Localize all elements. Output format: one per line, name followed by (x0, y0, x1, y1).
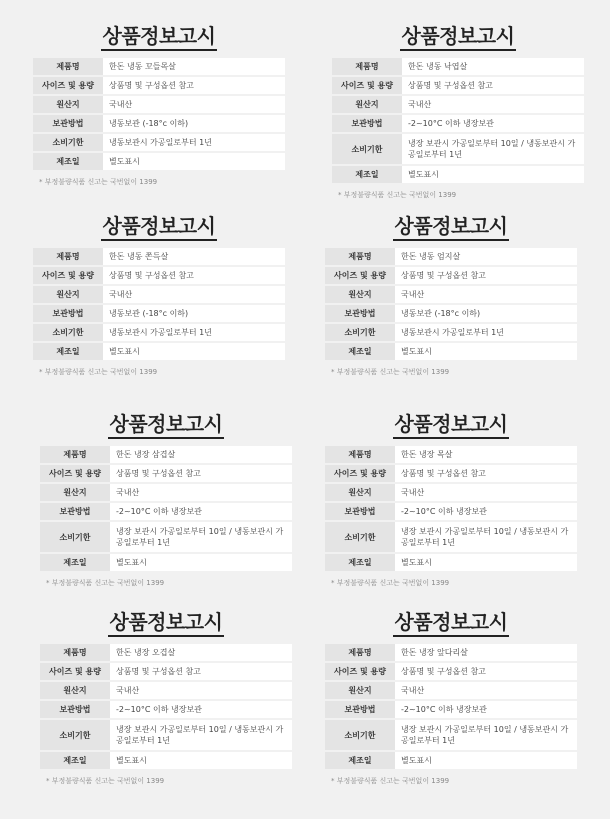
table-row (33, 115, 285, 132)
row-value: 상품명 및 구성옵션 참고 (395, 465, 577, 482)
card-title: 상품정보고시 (325, 212, 577, 240)
card-title: 상품정보고시 (325, 608, 577, 636)
row-label: 사이즈 및 용량 (325, 267, 395, 284)
table-row (33, 58, 285, 75)
product-info-card (40, 608, 292, 786)
row-value: 냉장 보관시 가공일로부터 10일 / 냉동보관시 가공일로부터 1년 (110, 720, 292, 750)
report-note: * 부정불량식품 신고는 국번없이 1399 (39, 178, 158, 186)
row-label: 제조일 (325, 554, 395, 571)
info-table (33, 56, 285, 172)
row-label: 제품명 (332, 58, 402, 75)
product-info-card (325, 608, 577, 786)
row-value: 상품명 및 구성옵션 참고 (395, 663, 577, 680)
table-row (40, 446, 292, 463)
table-row (40, 701, 292, 718)
row-label: 원산지 (40, 682, 110, 699)
row-label: 제품명 (40, 446, 110, 463)
row-label: 보관방법 (325, 503, 395, 520)
row-value: 냉동보관 (-18°c 이하) (103, 305, 285, 322)
row-value: 한돈 냉동 꼬들목살 (103, 58, 285, 75)
table-row (40, 465, 292, 482)
row-label: 소비기한 (40, 522, 110, 552)
row-label: 제품명 (33, 248, 103, 265)
row-value: 한돈 냉장 삼겹살 (110, 446, 292, 463)
row-value: 국내산 (395, 484, 577, 501)
table-row (40, 752, 292, 769)
report-note: * 부정불량식품 신고는 국번없이 1399 (331, 579, 450, 587)
table-row (325, 324, 577, 341)
row-value: 상품명 및 구성옵션 참고 (103, 267, 285, 284)
table-row (33, 343, 285, 360)
row-label: 제조일 (325, 752, 395, 769)
card-title: 상품정보고시 (325, 410, 577, 438)
row-label: 제품명 (325, 248, 395, 265)
row-value: -2~10°C 이하 냉장보관 (395, 701, 577, 718)
row-label: 제조일 (40, 752, 110, 769)
row-value: 별도표시 (110, 752, 292, 769)
row-label: 제조일 (325, 343, 395, 360)
table-row (33, 305, 285, 322)
row-value: 국내산 (110, 682, 292, 699)
table-row (40, 554, 292, 571)
table-row (325, 343, 577, 360)
row-label: 원산지 (33, 96, 103, 113)
row-value: 한돈 냉동 낙엽살 (402, 58, 584, 75)
row-value: 상품명 및 구성옵션 참고 (395, 267, 577, 284)
row-value: 냉장 보관시 가공일로부터 10일 / 냉동보관시 가공일로부터 1년 (110, 522, 292, 552)
row-label: 제조일 (40, 554, 110, 571)
row-label: 제조일 (332, 166, 402, 183)
table-row (33, 134, 285, 151)
card-title: 상품정보고시 (33, 212, 285, 240)
row-value: 한돈 냉동 엄지살 (395, 248, 577, 265)
report-note: * 부정불량식품 신고는 국번없이 1399 (331, 368, 450, 376)
table-row (40, 644, 292, 661)
row-label: 소비기한 (33, 324, 103, 341)
row-value: 한돈 냉동 쫀득살 (103, 248, 285, 265)
table-row (33, 324, 285, 341)
table-row (332, 96, 584, 113)
table-row (33, 248, 285, 265)
table-row (40, 503, 292, 520)
row-value: -2~10°C 이하 냉장보관 (395, 503, 577, 520)
row-label: 원산지 (33, 286, 103, 303)
table-row (332, 115, 584, 132)
row-value: 별도표시 (110, 554, 292, 571)
table-row (325, 248, 577, 265)
row-label: 사이즈 및 용량 (332, 77, 402, 94)
row-label: 사이즈 및 용량 (33, 77, 103, 94)
row-label: 사이즈 및 용량 (40, 465, 110, 482)
product-info-card (33, 212, 285, 377)
table-row (332, 77, 584, 94)
row-label: 보관방법 (332, 115, 402, 132)
table-row (325, 663, 577, 680)
table-row (325, 720, 577, 750)
product-info-card (325, 410, 577, 588)
row-value: 냉장 보관시 가공일로부터 10일 / 냉동보관시 가공일로부터 1년 (402, 134, 584, 164)
table-row (33, 286, 285, 303)
info-table (325, 642, 577, 771)
row-label: 원산지 (325, 286, 395, 303)
table-row (33, 96, 285, 113)
table-row (325, 701, 577, 718)
row-label: 소비기한 (325, 522, 395, 552)
row-label: 소비기한 (325, 324, 395, 341)
table-row (325, 286, 577, 303)
row-value: 별도표시 (395, 554, 577, 571)
row-value: 냉동보관시 가공일로부터 1년 (103, 134, 285, 151)
table-row (325, 465, 577, 482)
table-row (40, 720, 292, 750)
row-value: 냉장 보관시 가공일로부터 10일 / 냉동보관시 가공일로부터 1년 (395, 522, 577, 552)
table-row (33, 153, 285, 170)
report-note: * 부정불량식품 신고는 국번없이 1399 (331, 777, 450, 785)
table-row (40, 663, 292, 680)
row-label: 제품명 (325, 446, 395, 463)
row-value: 상품명 및 구성옵션 참고 (103, 77, 285, 94)
table-row (325, 446, 577, 463)
product-info-card (40, 410, 292, 588)
table-row (325, 554, 577, 571)
card-title: 상품정보고시 (33, 22, 285, 50)
table-row (33, 267, 285, 284)
row-value: 냉동보관 (-18°c 이하) (103, 115, 285, 132)
row-value: 별도표시 (402, 166, 584, 183)
row-value: 국내산 (103, 286, 285, 303)
row-label: 사이즈 및 용량 (325, 663, 395, 680)
row-label: 사이즈 및 용량 (40, 663, 110, 680)
row-value: 별도표시 (103, 153, 285, 170)
row-label: 보관방법 (40, 701, 110, 718)
row-value: 별도표시 (103, 343, 285, 360)
table-row (325, 752, 577, 769)
info-table (325, 246, 577, 362)
report-note: * 부정불량식품 신고는 국번없이 1399 (39, 368, 158, 376)
table-row (40, 682, 292, 699)
row-value: 별도표시 (395, 752, 577, 769)
row-label: 보관방법 (325, 305, 395, 322)
report-note: * 부정불량식품 신고는 국번없이 1399 (46, 579, 165, 587)
table-row (325, 682, 577, 699)
report-note: * 부정불량식품 신고는 국번없이 1399 (46, 777, 165, 785)
row-label: 제품명 (40, 644, 110, 661)
product-info-card (332, 22, 584, 200)
row-label: 소비기한 (325, 720, 395, 750)
row-value: -2~10°C 이하 냉장보관 (402, 115, 584, 132)
row-value: 냉장 보관시 가공일로부터 10일 / 냉동보관시 가공일로부터 1년 (395, 720, 577, 750)
card-title: 상품정보고시 (40, 410, 292, 438)
row-label: 제품명 (325, 644, 395, 661)
row-value: -2~10°C 이하 냉장보관 (110, 701, 292, 718)
table-row (325, 644, 577, 661)
row-label: 소비기한 (40, 720, 110, 750)
row-label: 원산지 (325, 682, 395, 699)
row-value: 냉동보관 (-18°c 이하) (395, 305, 577, 322)
info-table (40, 444, 292, 573)
table-row (325, 305, 577, 322)
info-table (40, 642, 292, 771)
row-value: 국내산 (395, 682, 577, 699)
row-value: 국내산 (110, 484, 292, 501)
row-value: 상품명 및 구성옵션 참고 (110, 663, 292, 680)
row-label: 보관방법 (33, 305, 103, 322)
card-title: 상품정보고시 (40, 608, 292, 636)
row-label: 소비기한 (33, 134, 103, 151)
row-value: 상품명 및 구성옵션 참고 (110, 465, 292, 482)
row-label: 보관방법 (325, 701, 395, 718)
row-label: 원산지 (325, 484, 395, 501)
row-label: 보관방법 (33, 115, 103, 132)
report-note: * 부정불량식품 신고는 국번없이 1399 (338, 191, 457, 199)
product-info-card (33, 22, 285, 187)
table-row (325, 267, 577, 284)
table-row (325, 522, 577, 552)
table-row (325, 484, 577, 501)
row-value: 별도표시 (395, 343, 577, 360)
row-value: 냉동보관시 가공일로부터 1년 (395, 324, 577, 341)
row-value: 상품명 및 구성옵션 참고 (402, 77, 584, 94)
row-label: 원산지 (40, 484, 110, 501)
row-label: 소비기한 (332, 134, 402, 164)
row-value: 한돈 냉장 오겹살 (110, 644, 292, 661)
info-table (33, 246, 285, 362)
table-row (332, 134, 584, 164)
info-table (332, 56, 584, 185)
row-value: 국내산 (402, 96, 584, 113)
product-info-card (325, 212, 577, 377)
row-label: 원산지 (332, 96, 402, 113)
row-value: 국내산 (395, 286, 577, 303)
row-value: -2~10°C 이하 냉장보관 (110, 503, 292, 520)
row-label: 제조일 (33, 343, 103, 360)
row-label: 제조일 (33, 153, 103, 170)
card-title: 상품정보고시 (332, 22, 584, 50)
row-value: 국내산 (103, 96, 285, 113)
row-label: 보관방법 (40, 503, 110, 520)
table-row (33, 77, 285, 94)
table-row (40, 484, 292, 501)
info-table (325, 444, 577, 573)
row-label: 사이즈 및 용량 (325, 465, 395, 482)
table-row (332, 166, 584, 183)
table-row (40, 522, 292, 552)
row-value: 한돈 냉장 앞다리살 (395, 644, 577, 661)
table-row (325, 503, 577, 520)
row-label: 제품명 (33, 58, 103, 75)
row-value: 냉동보관시 가공일로부터 1년 (103, 324, 285, 341)
row-label: 사이즈 및 용량 (33, 267, 103, 284)
row-value: 한돈 냉장 목살 (395, 446, 577, 463)
table-row (332, 58, 584, 75)
